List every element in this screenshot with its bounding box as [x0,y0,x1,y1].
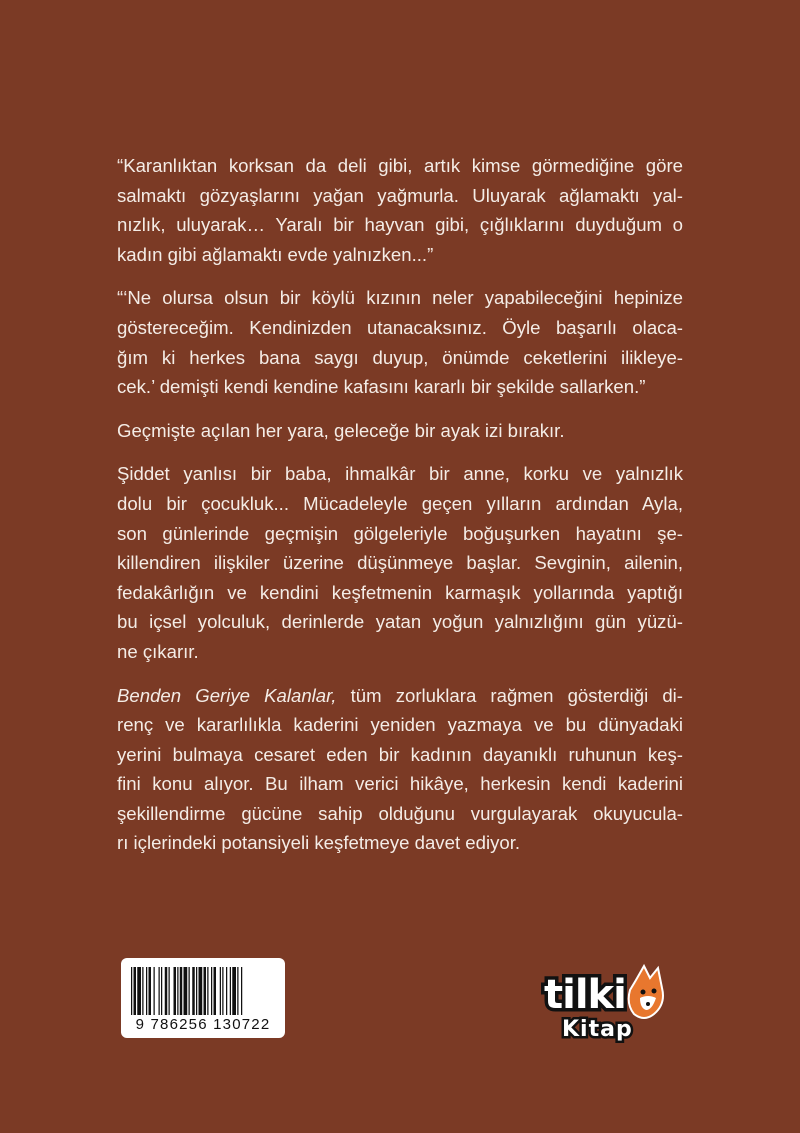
barcode-bar [146,967,147,1015]
tagline-paragraph [117,416,683,446]
barcode-bar [134,967,137,1015]
barcode-bar [230,967,231,1015]
barcode-bar [189,967,190,1015]
publisher-logo [540,958,672,1044]
text-line: rı içlerindeki potansiyeli keşfetmeye davet ediyor. [117,832,521,854]
text-line: bu içsel yolculuk, derinlerde yatan yoğun yalnızlığını gün yüzü- [117,611,683,633]
barcode-bar [211,967,212,1015]
text-line: kadın gibi ağlamaktı evde yalnızken...” [117,243,434,265]
book-title: Benden Geriye Kalanlar, [117,684,337,706]
logo-word-tilki: tilki [544,972,626,1018]
barcode-bar [184,967,188,1015]
quote-paragraph-1 [117,151,683,269]
barcode-bar [207,967,208,1015]
barcode-bar [142,967,143,1015]
isbn-digits: 9 786256 130722 [135,1016,271,1033]
barcode-bar [174,967,177,1015]
text-line: dolu bir çocukluk... Mücadeleyle geçen yılların ardından Ayla, [117,492,683,514]
text-line: renç ve kararlılıkla kaderini yeniden yazmaya ve bu dünyadaki [117,714,683,736]
barcode-bar [154,967,155,1015]
barcode-bar [192,967,195,1015]
isbn-barcode [121,958,285,1038]
barcode-bar [131,967,132,1015]
barcode-bar [180,967,183,1015]
barcode-bar [137,967,141,1015]
fox-icon [540,958,672,1044]
text-line: “Karanlıktan korksan da deli gibi, artık kimse görmediğine göre [117,155,683,176]
barcode-bar [241,967,242,1015]
barcode-bars [131,967,275,1015]
barcode-bar [237,967,238,1015]
text-line: “‘Ne olursa olsun bir köylü kızının neler yapabileceğini hepinize [117,287,683,309]
text-line: son günlerinde geçmişin gölgeleriyle boğuşurken hayatını şe- [117,522,683,544]
text-line: şekillendirme gücüne sahip olduğunu vurgulayarak okuyucula- [117,802,683,824]
text-line: Geçmişte açılan her yara, geleceğe bir ayak izi bırakır. [117,419,565,441]
barcode-bar [226,967,227,1015]
barcode-bar [204,967,207,1015]
barcode-bar [222,967,223,1015]
text-line: fedakârlığın ve kendini keşfetmenin karmaşık yollarında yaptığı [117,581,683,603]
barcode-bar [165,967,168,1015]
text-line: ne çıkarır. [117,640,199,662]
text-line: killendiren ilişkiler üzerine düşünmeye başlar. Sevginin, ailenin, [117,552,683,574]
barcode-bar [199,967,203,1015]
text-line: salmaktı gözyaşlarını yağan yağmurla. Uluyarak ağlamaktı yal- [117,184,683,206]
barcode-bar [220,967,221,1015]
barcode-bar [169,967,170,1015]
text-line: ğım ki herkes bana saygı duyup, önümde ceketlerini ilikleye- [117,346,683,368]
barcode-bar [159,967,160,1015]
text-line: Şiddet yanlısı bir baba, ihmalkâr bir anne, korku ve yalnızlık [117,463,683,485]
text-line: fini konu alıyor. Bu ilham verici hikâye, herkesin kendi kaderini [117,773,683,795]
barcode-bar [232,967,236,1015]
back-cover-blurb [117,151,683,872]
text-line: yerini bulmaya cesaret eden bir kadının dayanıklı ruhunun keş- [117,743,683,765]
closing-paragraph [117,681,683,859]
barcode-bar [149,967,152,1015]
barcode-bar [161,967,162,1015]
text-line [117,681,683,711]
logo-word-kitap: Kitap [562,1017,633,1042]
barcode-bar [214,967,217,1015]
text-line: nızlık, uluyarak… Yaralı bir hayvan gibi, çığlıklarını duyduğum o [117,214,683,236]
barcode-bar [196,967,197,1015]
barcode-bar [177,967,178,1015]
text-line: cek.’ demişti kendi kendine kafasını kararlı bir şekilde sallarken.” [117,376,646,398]
summary-paragraph [117,459,683,666]
quote-paragraph-2 [117,283,683,401]
text-fragment: tüm zorluklara rağmen gösterdiği di- [336,684,683,706]
text-line: göstereceğim. Kendinizden utanacaksınız. Öyle başarılı olaca- [117,316,683,338]
